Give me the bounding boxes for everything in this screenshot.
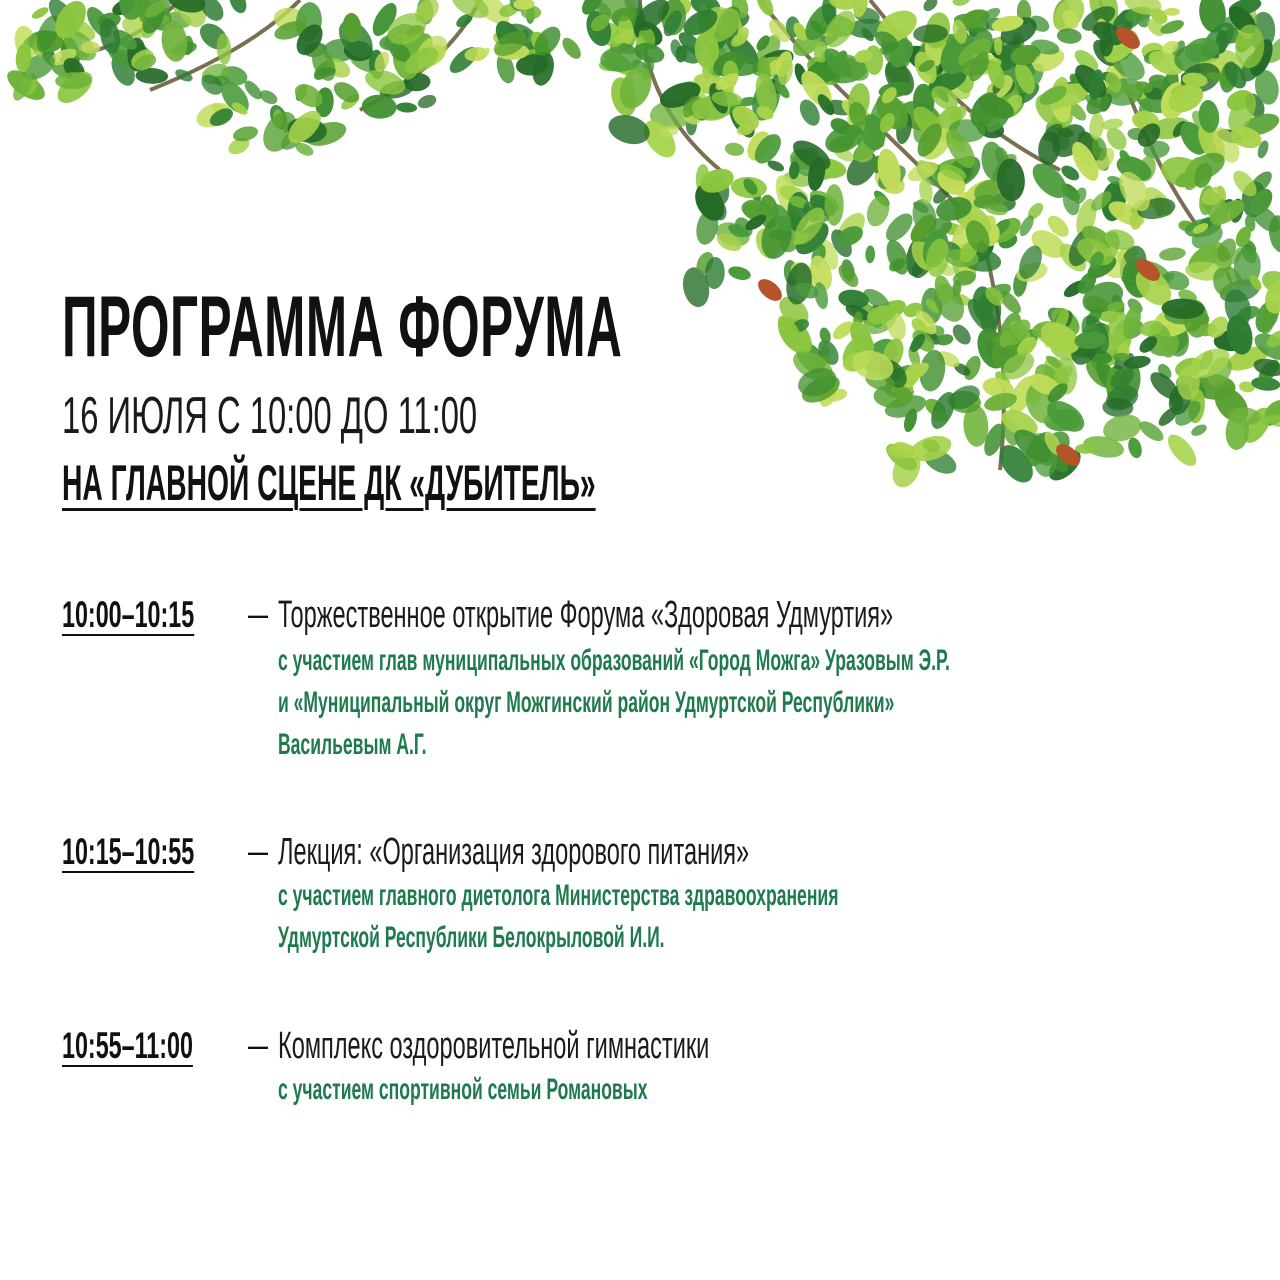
leaf-shape <box>724 141 745 157</box>
schedule-time: 10:00–10:15 <box>62 594 195 635</box>
schedule-event: Комплекс оздоровительной гимнастики <box>278 1025 710 1067</box>
leaf-shape <box>1113 353 1130 362</box>
schedule-detail: с участием главного диетолога Министерства здравоохранения <box>278 879 839 912</box>
event-date: 16 ИЮЛЯ С 10:00 ДО 11:00 <box>62 387 478 445</box>
leaf-shape <box>727 264 752 282</box>
leaf-shape <box>1163 430 1201 471</box>
separator-dash: – <box>248 1024 269 1065</box>
leaf-shape <box>396 102 418 113</box>
page-title: ПРОГРАММА ФОРУМА <box>62 279 623 375</box>
leaf-shape <box>416 92 438 110</box>
schedule-time: 10:55–11:00 <box>62 1025 193 1066</box>
leaf-shape <box>605 110 653 149</box>
leaf-shape <box>921 0 940 14</box>
leaf-shape <box>863 192 894 229</box>
schedule-event: Лекция: «Организация здорового питания» <box>278 831 750 873</box>
leaf-shape <box>1101 117 1124 131</box>
schedule-detail: с участием спортивной семьи Романовых <box>278 1073 648 1106</box>
schedule-time: 10:15–10:55 <box>62 831 195 872</box>
schedule-detail: Васильевым А.Г. <box>278 728 427 761</box>
leaf-shape <box>226 0 250 16</box>
separator-dash: – <box>248 593 269 634</box>
leaf-shape <box>949 321 974 348</box>
leaf-shape <box>1126 436 1144 460</box>
leaf-shape <box>559 35 585 63</box>
schedule-event: Торжественное открытие Форума «Здоровая Удмуртия» <box>278 594 894 636</box>
schedule-detail: и «Муниципальный округ Можгинский район Удмуртской Республики» <box>278 686 895 719</box>
schedule-detail: Удмуртской Республики Белокрыловой И.И. <box>278 921 665 954</box>
leaf-shape <box>257 87 279 107</box>
leaf-shape <box>173 67 194 84</box>
event-venue: НА ГЛАВНОЙ СЦЕНЕ ДК «ДУБИТЕЛЬ» <box>62 455 596 511</box>
leaf-shape <box>951 0 971 8</box>
leaf-shape <box>865 245 875 263</box>
separator-dash: – <box>248 830 269 871</box>
leaf-shape <box>1189 422 1208 438</box>
leaf-shape <box>1158 246 1186 262</box>
schedule-detail: с участием глав муниципальных образований «Город Можга» Уразовым Э.Р. <box>278 644 950 677</box>
